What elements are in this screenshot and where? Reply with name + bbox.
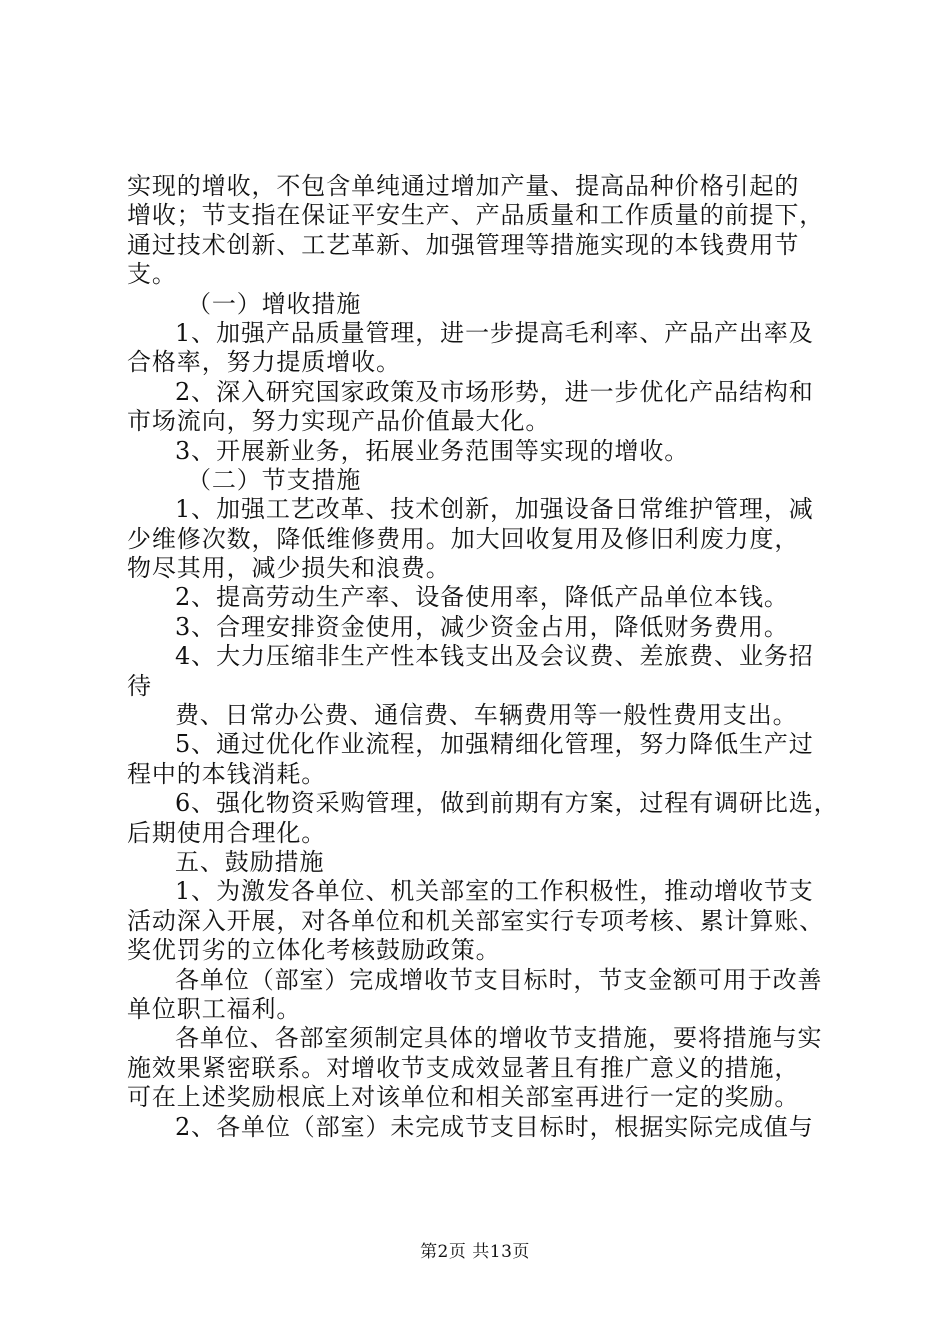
body-line: 增收；节支指在保证平安生产、产品质量和工作质量的前提下， bbox=[127, 201, 825, 230]
body-line: 物尽其用，减少损失和浪费。 bbox=[127, 554, 451, 583]
body-line: 实现的增收，不包含单纯通过增加产量、提高品种价格引起的 bbox=[127, 172, 800, 200]
body-line: 1、加强产品质量管理，进一步提高毛利率、产品产出率及 bbox=[175, 318, 814, 347]
body-line: 费、日常办公费、通信费、车辆费用等一般性费用支出。 bbox=[175, 701, 798, 730]
section-heading: （二）节支措施 bbox=[187, 465, 362, 494]
body-line: 可在上述奖励根底上对该单位和相关部室再进行一定的奖励。 bbox=[127, 1083, 800, 1112]
body-line: 6、强化物资采购管理，做到前期有方案，过程有调研比选， bbox=[175, 789, 839, 818]
body-line: 支。 bbox=[127, 260, 177, 289]
body-line: 施效果紧密联系。对增收节支成效显著且有推广意义的措施， bbox=[127, 1053, 800, 1082]
body-line: 合格率，努力提质增收。 bbox=[127, 348, 401, 377]
body-line: 1、为激发各单位、机关部室的工作积极性，推动增收节支 bbox=[175, 877, 814, 906]
section-heading: 五、鼓励措施 bbox=[175, 847, 325, 876]
body-line: 程中的本钱消耗。 bbox=[127, 759, 327, 788]
body-line: 少维修次数，降低维修费用。加大回收复用及修旧利废力度， bbox=[127, 524, 800, 553]
body-line: 各单位（部室）完成增收节支目标时，节支金额可用于改善 bbox=[175, 965, 823, 994]
body-line: 市场流向，努力实现产品价值最大化。 bbox=[127, 407, 551, 436]
body-line: 后期使用合理化。 bbox=[127, 818, 327, 847]
body-line: 待 bbox=[127, 671, 152, 700]
body-line: 各单位、各部室须制定具体的增收节支措施，要将措施与实 bbox=[175, 1024, 823, 1053]
body-line: 活动深入开展，对各单位和机关部室实行专项考核、累计算账、 bbox=[127, 906, 825, 935]
body-line: 1、加强工艺改革、技术创新，加强设备日常维护管理，减 bbox=[175, 495, 814, 524]
body-line: 2、深入研究国家政策及市场形势，进一步优化产品结构和 bbox=[175, 377, 814, 406]
body-line: 3、合理安排资金使用，减少资金占用，降低财务费用。 bbox=[175, 612, 789, 641]
body-line: 5、通过优化作业流程，加强精细化管理，努力降低生产过 bbox=[175, 730, 814, 759]
body-line: 4、大力压缩非生产性本钱支出及会议费、差旅费、业务招 bbox=[175, 642, 814, 671]
body-line: 奖优罚劣的立体化考核鼓励政策。 bbox=[127, 936, 501, 965]
body-line: 2、提高劳动生产率、设备使用率，降低产品单位本钱。 bbox=[175, 583, 789, 612]
document-body bbox=[127, 172, 847, 1142]
body-line: 单位职工福利。 bbox=[127, 994, 302, 1023]
body-line: 通过技术创新、工艺革新、加强管理等措施实现的本钱费用节 bbox=[127, 230, 800, 259]
page-number-footer: 第2页 共13页 bbox=[420, 1242, 530, 1262]
body-line: 3、开展新业务，拓展业务范围等实现的增收。 bbox=[175, 436, 690, 465]
body-line: 2、各单位（部室）未完成节支目标时，根据实际完成值与 bbox=[175, 1112, 814, 1141]
section-heading: （一）增收措施 bbox=[187, 289, 362, 318]
